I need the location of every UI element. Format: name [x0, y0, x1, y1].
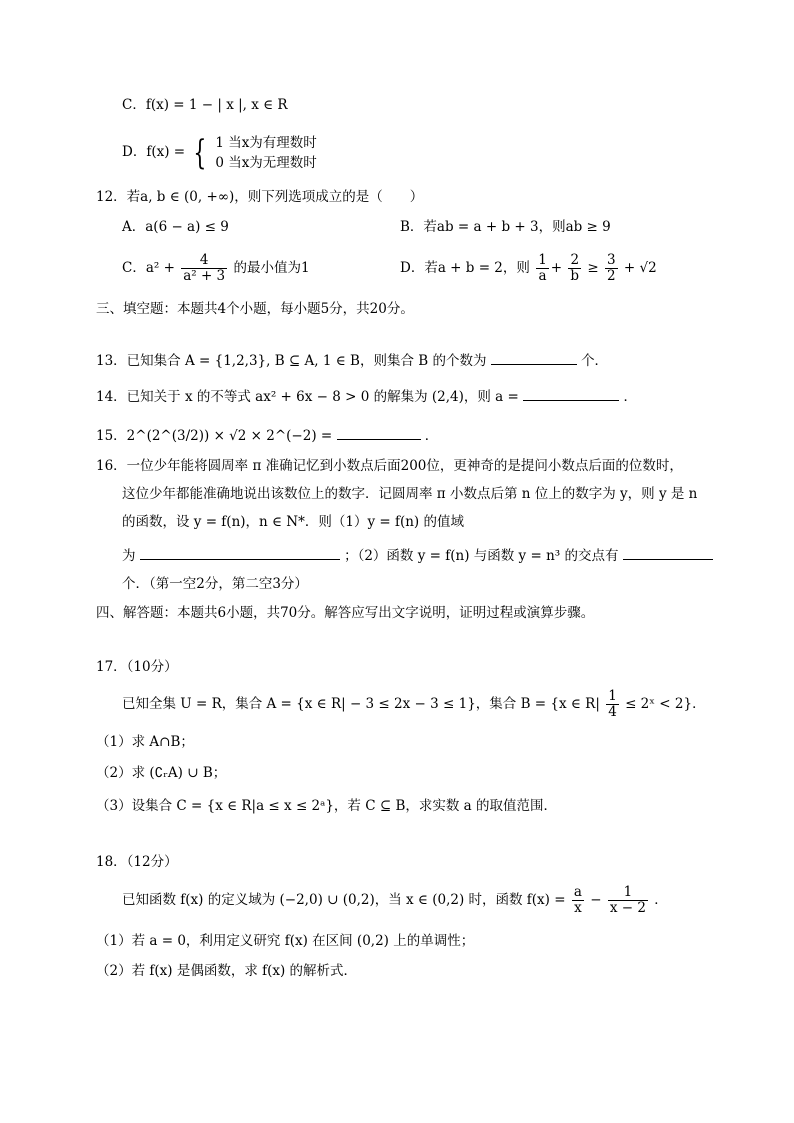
q16-answer-blank-2[interactable]: [623, 545, 713, 560]
brace-icon: {: [193, 132, 207, 173]
q13: [96, 350, 608, 370]
q12-stem: 12．若a, b ∈ (0, +∞)，则下列选项成立的是（ ）: [96, 189, 424, 205]
q17-stem-suffix: ≤ 2ˣ < 2}．: [625, 696, 706, 712]
q16-line-4-mid: ；（2）函数 y = f(n) 与函数 y = n³ 的交点有: [344, 548, 619, 564]
q17-stem: [122, 686, 706, 722]
q11-case-1: 1 当x为有理数时: [215, 134, 317, 151]
q11-option-c: C．f(x) = 1 − | x |, x ∈ R: [122, 97, 288, 113]
q17-head: 17．（10分）: [96, 659, 178, 675]
q12-d-suffix: + √2: [623, 260, 657, 276]
q18-frac-2: $\frac{1}{x - 2}$: [609, 884, 646, 916]
q13-text: 13．已知集合 A = {1,2,3}, B ⊆ A, 1 ∈ B，则集合 B 的个数为: [96, 353, 487, 369]
q12-d-frac-2: $\frac{2}{b}$: [570, 252, 580, 284]
q11-option-d-label: D．f(x) =: [122, 144, 186, 160]
q16-line-2: 这位少年都能准确地说出该数位上的数字．记圆周率 π 小数点后第 n 位上的数字为 y，则 y 是 n: [122, 486, 698, 502]
q17-part-3: （3）设集合 C = {x ∈ R|a ≤ x ≤ 2ᵃ}，若 C ⊆ B，求实数 a 的取值范围．: [96, 798, 557, 814]
q13-suffix: 个．: [581, 353, 609, 369]
q18-stem-prefix: 已知函数 f(x) 的定义域为 (−2,0) ∪ (0,2)，当 x ∈ (0,2) 时，函数 f(x) =: [122, 892, 566, 908]
q12-option-c: [122, 248, 310, 288]
q15: [96, 418, 438, 454]
q15-expression: 15．2^(2^(3/2)) × √2 × 2^(−2) =: [96, 428, 333, 444]
q18-part-2: （2）若 f(x) 是偶函数，求 f(x) 的解析式．: [96, 963, 358, 979]
q11-option-d: [122, 132, 317, 176]
q12-option-b: B．若ab = a + b + 3，则ab ≥ 9: [400, 219, 611, 235]
q12-c-fraction: $\frac{4}{\text{a² + 3}}$: [183, 252, 226, 284]
q17-part-1: （1）求 A∩B；: [96, 734, 194, 750]
q12-d-prefix: D．若a + b = 2，则: [400, 260, 530, 276]
q14-text: 14．已知关于 x 的不等式 ax² + 6x − 8 > 0 的解集为 (2,4)，则 a =: [96, 389, 519, 405]
q17-part-2: （2）求 (∁ᵣA) ∪ B；: [96, 765, 227, 781]
q15-suffix: ．: [424, 428, 439, 444]
q13-answer-blank[interactable]: [491, 350, 577, 365]
q14: [96, 386, 637, 406]
q16-line-1: 16．一位少年能将圆周率 π 准确记忆到小数点后面200位，更神奇的是提问小数点后面的位数时，: [96, 458, 683, 474]
q11-option-d-cases: [215, 133, 317, 173]
q12-option-d: D．若a + b = 2，则 $\frac{1}{a}$ + $\frac{2}{b}$ ≥ $\frac{3}{2}$ + √2: [400, 252, 657, 284]
q12-d-frac-3: $\frac{3}{2}$: [606, 252, 616, 284]
q16-line-5: 个．（第一空2分，第二空3分）: [122, 576, 308, 592]
q12-d-ge: ≥: [587, 260, 599, 276]
q16-line-4: [122, 545, 713, 565]
q18-end: ．: [654, 892, 668, 908]
q18-head: 18．（12分）: [96, 854, 178, 870]
q16-line-4-prefix: 为: [122, 548, 136, 564]
q14-suffix: ．: [623, 389, 637, 405]
q12-c-suffix: 的最小值为1: [233, 260, 310, 276]
q17-stem-prefix: 已知全集 U = R，集合 A = {x ∈ R| − 3 ≤ 2x − 3 ≤ 1}，集合 B = {x ∈ R|: [122, 696, 600, 712]
q17-stem-fraction: $\frac{1}{4}$: [608, 688, 617, 720]
q16-line-3: 的函数，设 y = f(n)，n ∈ N*．则（1）y = f(n) 的值域: [122, 514, 464, 530]
q12-option-a: A．a(6 − a) ≤ 9: [122, 219, 229, 235]
q18-minus: −: [590, 892, 602, 908]
q18-part-1: （1）若 a = 0，利用定义研究 f(x) 在区间 (0,2) 上的单调性；: [96, 933, 475, 949]
section-3-title: 三、填空题：本题共4个小题，每小题5分，共20分。: [96, 301, 414, 317]
section-4-title: 四、解答题：本题共6小题，共70分。解答应写出文字说明，证明过程或演算步骤。: [96, 605, 595, 621]
q18-frac-1: $\frac{a}{x}$: [573, 884, 582, 916]
q11-case-2: 0 当x为无理数时: [215, 154, 317, 171]
q12-c-prefix: C．a² +: [122, 260, 175, 276]
q12-d-frac-1: $\frac{1}{a}$: [538, 252, 547, 284]
q15-answer-blank[interactable]: [337, 425, 421, 440]
q14-answer-blank[interactable]: [523, 386, 619, 401]
q18-stem: [122, 880, 668, 920]
q16-answer-blank-1[interactable]: [140, 545, 340, 560]
